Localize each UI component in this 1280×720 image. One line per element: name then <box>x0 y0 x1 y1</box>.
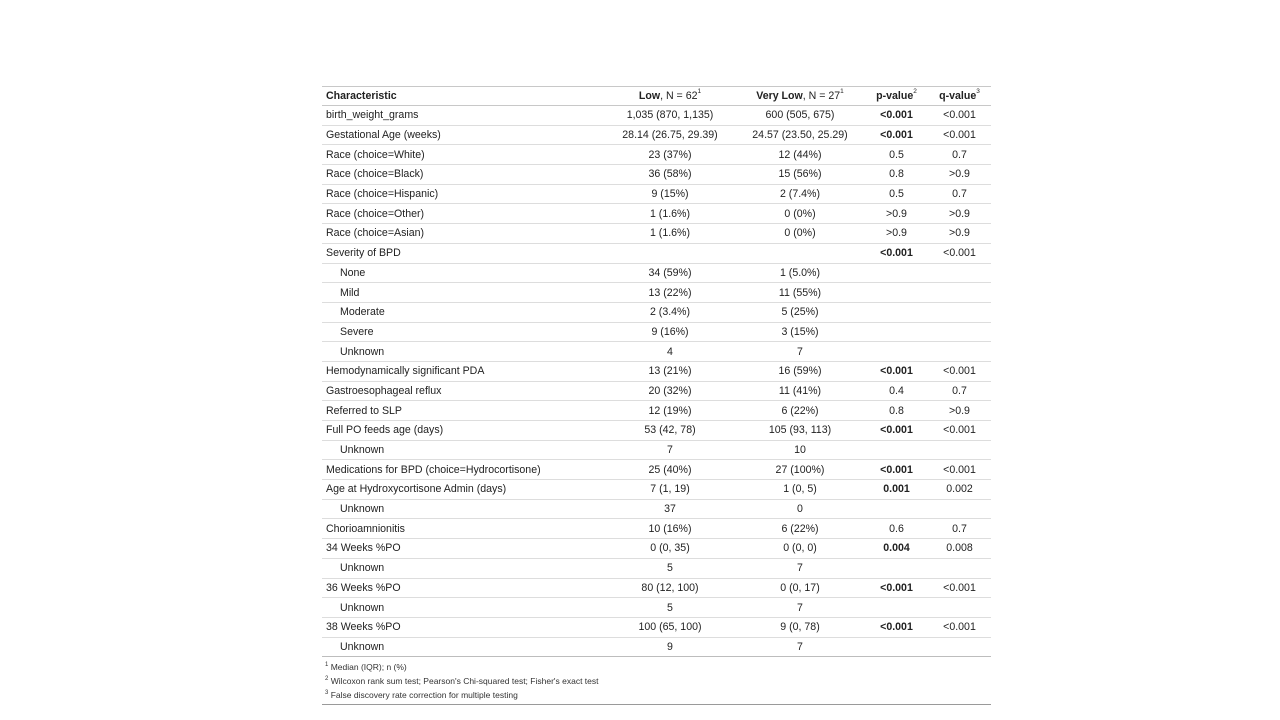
bottom-rule <box>322 704 991 705</box>
table-row <box>322 637 991 657</box>
cell-p-value: 0.004 <box>883 542 910 555</box>
cell-very-low: 1 (5.0%) <box>779 266 821 279</box>
cell-low: 9 (15%) <box>651 188 689 201</box>
cell-very-low: 7 <box>797 640 803 653</box>
header-p-value <box>865 87 928 106</box>
footnote-text: Median (IQR); n (%) <box>330 662 407 673</box>
cell-p-value: <0.001 <box>880 581 913 594</box>
header-very-low-sup: 1 <box>840 88 844 95</box>
table-row <box>322 440 991 460</box>
footnote-mark: 2 <box>325 676 329 683</box>
cell-p-value: 0.8 <box>889 404 904 417</box>
table-row <box>322 302 991 322</box>
cell-very-low: 3 (15%) <box>781 325 819 338</box>
table-row <box>322 322 991 342</box>
cell-p-value: <0.001 <box>880 424 913 437</box>
table-row <box>322 342 991 362</box>
cell-very-low: 11 (55%) <box>778 286 822 299</box>
header-low <box>605 87 735 106</box>
cell-characteristic: Race (choice=Hispanic) <box>326 188 439 201</box>
header-p-value-sup: 2 <box>913 88 917 95</box>
cell-characteristic: Severe <box>340 325 374 338</box>
cell-q-value: 0.7 <box>952 188 967 201</box>
cell-q-value: 0.7 <box>952 522 967 535</box>
cell-p-value: 0.001 <box>883 483 910 496</box>
table-row <box>322 125 991 145</box>
table-row <box>322 617 991 637</box>
cell-characteristic: Gestational Age (weeks) <box>326 129 441 142</box>
cell-low <box>605 243 735 263</box>
cell-p-value: <0.001 <box>880 109 913 122</box>
cell-very-low: 27 (100%) <box>775 463 825 476</box>
cell-q-value: >0.9 <box>949 404 970 417</box>
cell-very-low: 0 (0, 0) <box>783 542 817 555</box>
cell-low: 28.14 (26.75, 29.39) <box>622 129 718 142</box>
cell-very-low: 6 (22%) <box>781 522 819 535</box>
cell-low: 7 (1, 19) <box>650 483 690 496</box>
table-row <box>322 519 991 539</box>
cell-characteristic: Race (choice=White) <box>326 148 425 161</box>
cell-low: 34 (59%) <box>648 266 692 279</box>
table-row <box>322 106 991 126</box>
cell-p-value: <0.001 <box>880 621 913 634</box>
summary-table-container <box>322 86 991 705</box>
cell-very-low: 600 (505, 675) <box>765 109 835 122</box>
cell-q-value <box>928 499 991 519</box>
table-body <box>322 106 991 657</box>
cell-q-value <box>928 440 991 460</box>
cell-low: 0 (0, 35) <box>650 542 690 555</box>
cell-p-value: <0.001 <box>880 247 913 260</box>
cell-characteristic: Race (choice=Asian) <box>326 227 425 240</box>
footnote <box>325 674 991 688</box>
cell-very-low: 24.57 (23.50, 25.29) <box>752 129 848 142</box>
cell-q-value: <0.001 <box>943 463 976 476</box>
header-low-sup: 1 <box>697 88 702 95</box>
cell-low: 1 (1.6%) <box>649 227 691 240</box>
cell-low: 36 (58%) <box>648 168 692 181</box>
cell-p-value <box>865 322 928 342</box>
header-p-value-label: p-value <box>876 90 914 102</box>
cell-q-value <box>928 342 991 362</box>
cell-p-value <box>865 637 928 657</box>
cell-characteristic: Moderate <box>340 306 385 319</box>
cell-very-low: 5 (25%) <box>781 306 819 319</box>
table-header <box>322 87 991 106</box>
header-low-label: Low <box>638 90 661 102</box>
header-q-value-sup: 3 <box>976 88 980 95</box>
cell-characteristic: Unknown <box>340 601 385 614</box>
cell-low: 13 (21%) <box>648 365 692 378</box>
header-very-low-n: , N = 27 <box>802 90 841 102</box>
cell-low: 10 (16%) <box>648 522 692 535</box>
cell-low: 20 (32%) <box>648 384 692 397</box>
cell-very-low: 1 (0, 5) <box>783 483 817 496</box>
cell-low: 4 <box>667 345 673 358</box>
cell-q-value: 0.7 <box>952 148 967 161</box>
table-row <box>322 283 991 303</box>
footnote-text: Wilcoxon rank sum test; Pearson's Chi-squared test; Fisher's exact test <box>330 676 599 687</box>
cell-low: 37 <box>664 503 676 516</box>
table-row <box>322 578 991 598</box>
footnote-mark: 3 <box>325 690 329 697</box>
cell-characteristic: Mild <box>340 286 360 299</box>
cell-q-value: <0.001 <box>943 621 976 634</box>
cell-p-value: <0.001 <box>880 365 913 378</box>
cell-q-value <box>928 263 991 283</box>
cell-very-low: 9 (0, 78) <box>780 621 820 634</box>
cell-p-value: 0.5 <box>889 188 904 201</box>
cell-low: 9 (16%) <box>651 325 689 338</box>
table-row <box>322 263 991 283</box>
cell-very-low <box>735 243 865 263</box>
footnote-text: False discovery rate correction for multiple testing <box>330 690 518 701</box>
summary-table <box>322 86 991 657</box>
cell-very-low: 12 (44%) <box>778 148 822 161</box>
header-row <box>322 87 991 106</box>
cell-characteristic: Medications for BPD (choice=Hydrocortisone) <box>326 463 541 476</box>
cell-p-value <box>865 302 928 322</box>
table-row <box>322 558 991 578</box>
cell-characteristic: Unknown <box>340 640 385 653</box>
table-row <box>322 421 991 441</box>
cell-low: 53 (42, 78) <box>644 424 696 437</box>
table-footnotes <box>322 660 991 702</box>
cell-low: 9 <box>667 640 673 653</box>
cell-p-value: 0.8 <box>889 168 904 181</box>
cell-q-value: >0.9 <box>949 227 970 240</box>
cell-characteristic: Race (choice=Other) <box>326 207 425 220</box>
cell-q-value <box>928 322 991 342</box>
cell-characteristic: Unknown <box>340 503 385 516</box>
cell-q-value <box>928 558 991 578</box>
table-row <box>322 145 991 165</box>
cell-q-value: >0.9 <box>949 168 970 181</box>
cell-characteristic: 34 Weeks %PO <box>326 542 401 555</box>
cell-characteristic: 38 Weeks %PO <box>326 621 401 634</box>
footnote <box>325 660 991 674</box>
cell-very-low: 2 (7.4%) <box>779 188 821 201</box>
cell-q-value <box>928 302 991 322</box>
cell-low: 1 (1.6%) <box>649 207 691 220</box>
cell-p-value <box>865 558 928 578</box>
cell-characteristic: Unknown <box>340 444 385 457</box>
cell-p-value: <0.001 <box>880 129 913 142</box>
cell-low: 5 <box>667 562 673 575</box>
cell-q-value: <0.001 <box>943 109 976 122</box>
table-row <box>322 381 991 401</box>
cell-very-low: 0 (0%) <box>784 207 816 220</box>
cell-p-value <box>865 440 928 460</box>
table-row <box>322 184 991 204</box>
cell-characteristic: Referred to SLP <box>326 404 402 417</box>
cell-p-value: >0.9 <box>886 207 907 220</box>
cell-characteristic: Race (choice=Black) <box>326 168 424 181</box>
cell-low: 12 (19%) <box>648 404 692 417</box>
cell-q-value: <0.001 <box>943 365 976 378</box>
table-row <box>322 361 991 381</box>
cell-low: 5 <box>667 601 673 614</box>
cell-very-low: 7 <box>797 562 803 575</box>
cell-characteristic: Hemodynamically significant PDA <box>326 365 485 378</box>
header-low-n: , N = 62 <box>660 90 698 102</box>
cell-low: 7 <box>667 444 673 457</box>
cell-q-value: <0.001 <box>943 247 976 260</box>
cell-characteristic: None <box>340 266 366 279</box>
cell-very-low: 0 (0, 17) <box>780 581 820 594</box>
table-row <box>322 539 991 559</box>
cell-q-value: >0.9 <box>949 207 970 220</box>
cell-low: 13 (22%) <box>648 286 692 299</box>
table-row <box>322 598 991 618</box>
cell-characteristic: Unknown <box>340 345 385 358</box>
cell-very-low: 11 (41%) <box>778 384 822 397</box>
cell-very-low: 10 <box>794 444 806 457</box>
cell-very-low: 6 (22%) <box>781 404 819 417</box>
cell-q-value: 0.008 <box>946 542 973 555</box>
cell-very-low: 105 (93, 113) <box>768 424 832 437</box>
cell-low: 100 (65, 100) <box>638 621 702 634</box>
header-q-value <box>928 87 991 106</box>
cell-q-value <box>928 598 991 618</box>
cell-very-low: 7 <box>797 601 803 614</box>
cell-low: 25 (40%) <box>648 463 692 476</box>
cell-q-value: <0.001 <box>943 424 976 437</box>
header-very-low <box>735 87 865 106</box>
cell-p-value <box>865 499 928 519</box>
cell-very-low: 15 (56%) <box>778 168 822 181</box>
cell-q-value <box>928 637 991 657</box>
cell-characteristic: Full PO feeds age (days) <box>326 424 444 437</box>
cell-p-value: <0.001 <box>880 463 913 476</box>
cell-low: 2 (3.4%) <box>649 306 691 319</box>
table-row <box>322 480 991 500</box>
cell-characteristic: 36 Weeks %PO <box>326 581 401 594</box>
table-row <box>322 499 991 519</box>
cell-p-value: 0.6 <box>889 522 904 535</box>
table-row <box>322 165 991 185</box>
cell-p-value <box>865 598 928 618</box>
cell-q-value: 0.7 <box>952 384 967 397</box>
header-very-low-label: Very Low <box>756 90 803 102</box>
cell-low: 80 (12, 100) <box>641 581 699 594</box>
header-q-value-label: q-value <box>939 90 977 102</box>
cell-characteristic: Unknown <box>340 562 385 575</box>
cell-very-low: 7 <box>797 345 803 358</box>
table-row <box>322 401 991 421</box>
cell-p-value: 0.5 <box>889 148 904 161</box>
cell-low: 23 (37%) <box>648 148 692 161</box>
cell-very-low: 16 (59%) <box>778 365 822 378</box>
footnote-mark: 1 <box>325 662 329 669</box>
cell-p-value <box>865 283 928 303</box>
cell-p-value <box>865 342 928 362</box>
table-row <box>322 204 991 224</box>
cell-very-low: 0 <box>797 503 803 516</box>
cell-p-value: 0.4 <box>889 384 904 397</box>
cell-q-value: <0.001 <box>943 581 976 594</box>
cell-characteristic: birth_weight_grams <box>326 109 419 122</box>
table-row <box>322 243 991 263</box>
cell-characteristic: Chorioamnionitis <box>326 522 405 535</box>
cell-characteristic: Age at Hydroxycortisone Admin (days) <box>326 483 507 496</box>
cell-characteristic: Gastroesophageal reflux <box>326 384 442 397</box>
cell-q-value: <0.001 <box>943 129 976 142</box>
cell-q-value <box>928 283 991 303</box>
header-characteristic: Characteristic <box>326 90 397 102</box>
cell-p-value <box>865 263 928 283</box>
table-row <box>322 460 991 480</box>
footnote <box>325 688 991 702</box>
cell-q-value: 0.002 <box>946 483 973 496</box>
cell-p-value: >0.9 <box>886 227 907 240</box>
cell-low: 1,035 (870, 1,135) <box>626 109 714 122</box>
cell-very-low: 0 (0%) <box>784 227 816 240</box>
table-row <box>322 224 991 244</box>
cell-characteristic: Severity of BPD <box>326 247 401 260</box>
